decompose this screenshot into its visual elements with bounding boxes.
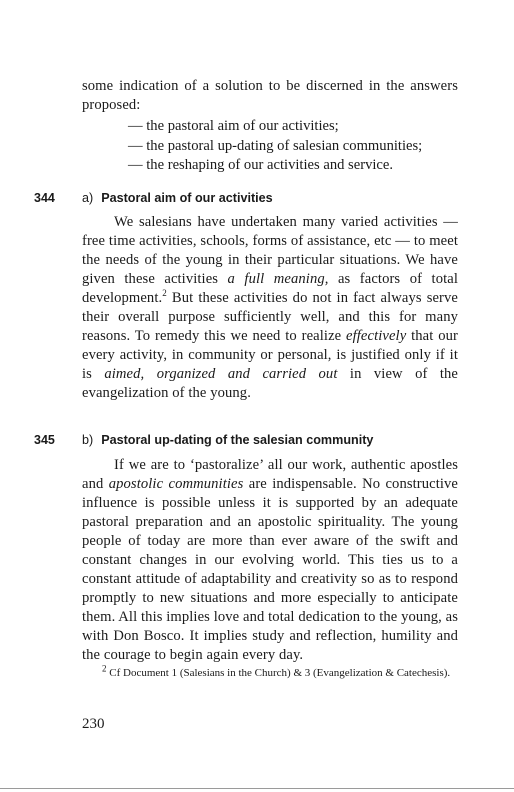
- emphasis-text: effectively: [346, 328, 407, 344]
- section-heading-345: [82, 433, 373, 447]
- list-item: — the pastoral aim of our activities;: [128, 118, 339, 134]
- footnote-reference: 2: [162, 288, 167, 299]
- footnote-text: Cf Document 1 (Salesians in the Church) & 3 (Evangelization & Catechesis).: [106, 667, 451, 679]
- intro-paragraph: some indication of a solution to be discerned in the answers proposed:: [82, 78, 458, 113]
- emphasis-text: a full meaning,: [227, 271, 329, 287]
- footnote: [82, 665, 458, 681]
- emphasis-text: apostolic communities: [108, 476, 244, 492]
- section-345-paragraph: If we are to ‘pastoralize’ all our work, authentic apostles and apostolic communities are indispensable. No constructive influence is possible unless it is supported by an adequate pastoral preparation and an apostolic spirituality. The young people of today are more than ever aware of the swift and constant changes in our evolving world. This ties us to a constant attitude of adaptability and creativity so as to respond promptly to new situations and more especially to anticipate them. All this implies love and total dedication to the young, as with Don Bosco. It implies study and reflection, humility and the courage to begin again every day.: [82, 457, 458, 663]
- section-letter: b): [82, 433, 94, 447]
- footnote-marker: 2: [102, 663, 107, 674]
- list-item: — the reshaping of our activities and service.: [128, 157, 394, 173]
- section-letter: a): [82, 191, 94, 205]
- section-heading-344: [82, 191, 273, 205]
- list-item: — the pastoral up-dating of salesian communities;: [128, 137, 423, 154]
- paragraph-number-345: 345: [34, 433, 55, 447]
- aims-list: [128, 117, 468, 176]
- bottom-edge-line: [0, 788, 514, 789]
- emphasis-text: aimed, organized and carried out: [104, 366, 338, 382]
- section-title: Pastoral aim of our activities: [101, 191, 273, 205]
- section-title: Pastoral up-dating of the salesian community: [101, 433, 374, 447]
- section-344-paragraph: We salesians have undertaken many varied activities — free time activities, schools, forms of assistance, etc — to meet the needs of the young in their particular situations. We have given these activities a full meaning, as factors of total development.$^2$ But these activities do not in fact always serve their overall purpose sufficiently well, and this for many reasons. To remedy this we need to realize effectively that our every activity, in community or personal, is justified only if it is aimed, organized and carried out in view of the evangelization of the young.: [82, 214, 458, 401]
- paragraph-number-344: 344: [34, 191, 55, 205]
- page-number: 230: [82, 716, 105, 732]
